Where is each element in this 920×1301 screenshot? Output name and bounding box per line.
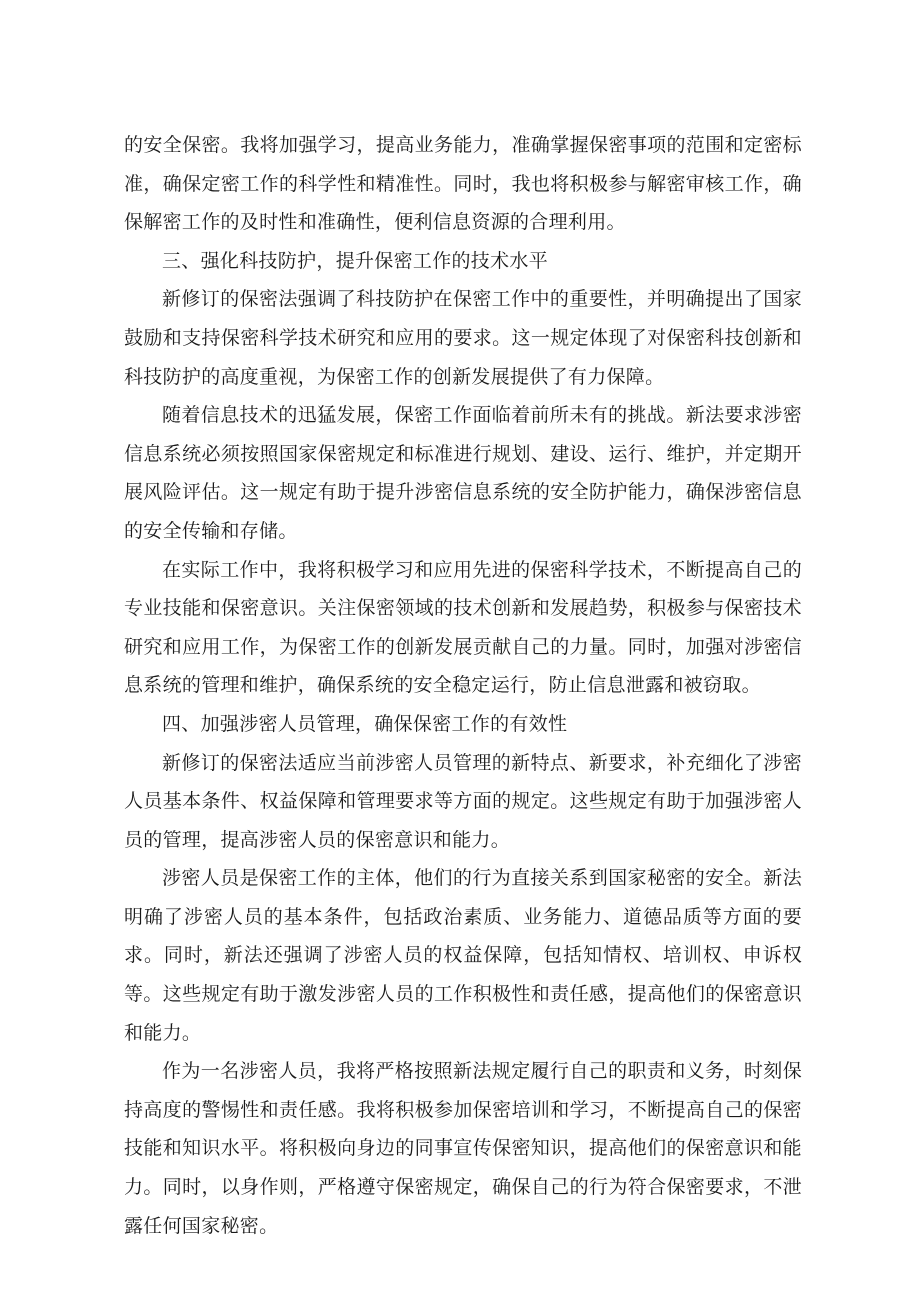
document-page (124, 126, 802, 1245)
paragraph: 随着信息技术的迅猛发展，保密工作面临着前所未有的挑战。新法要求涉密信息系统必须按照国家保密规定和标准进行规划、建设、运行、维护，并定期开展风险评估。这一规定有助于提升涉密信息系统的安全防护能力，确保涉密信息的安全传输和存储。 (124, 404, 802, 542)
paragraph: 在实际工作中，我将积极学习和应用先进的保密科学技术，不断提高自己的专业技能和保密意识。关注保密领域的技术创新和发展趋势，积极参与保密技术研究和应用工作，为保密工作的创新发展贡献自己的力量。同时，加强对涉密信息系统的管理和维护，确保系统的安全稳定运行，防止信息泄露和被窃取。 (124, 558, 802, 697)
section-heading-4: 四、加强涉密人员管理，确保保密工作的有效性 (162, 712, 568, 735)
paragraph: 作为一名涉密人员，我将严格按照新法规定履行自己的职责和义务，时刻保持高度的警惕性和责任感。我将积极参加保密培训和学习，不断提高自己的保密技能和知识水平。将积极向身边的同事宣传保密知识，提高他们的保密意识和能力。同时，以身作则，严格遵守保密规定，确保自己的行为符合保密要求，不泄露任何国家秘密。 (124, 1060, 802, 1237)
section-heading-3: 三、强化科技防护，提升保密工作的技术水平 (162, 249, 549, 272)
paragraph: 新修订的保密法适应当前涉密人员管理的新特点、新要求，补充细化了涉密人员基本条件、权益保障和管理要求等方面的规定。这些规定有助于加强涉密人员的管理，提高涉密人员的保密意识和能力。 (124, 751, 802, 851)
paragraph-continuation: 的安全保密。我将加强学习，提高业务能力，准确掌握保密事项的范围和定密标准，确保定密工作的科学性和精准性。同时，我也将积极参与解密审核工作，确保解密工作的及时性和准确性，便利信息资源的合理利用。 (124, 134, 802, 234)
paragraph: 新修订的保密法强调了科技防护在保密工作中的重要性，并明确提出了国家鼓励和支持保密科学技术研究和应用的要求。这一规定体现了对保密科技创新和科技防护的高度重视，为保密工作的创新发展提供了有力保障。 (124, 288, 802, 388)
paragraph: 涉密人员是保密工作的主体，他们的行为直接关系到国家秘密的安全。新法明确了涉密人员的基本条件，包括政治素质、业务能力、道德品质等方面的要求。同时，新法还强调了涉密人员的权益保障，包括知情权、培训权、申诉权等。这些规定有助于激发涉密人员的工作积极性和责任感，提高他们的保密意识和能力。 (124, 867, 802, 1044)
